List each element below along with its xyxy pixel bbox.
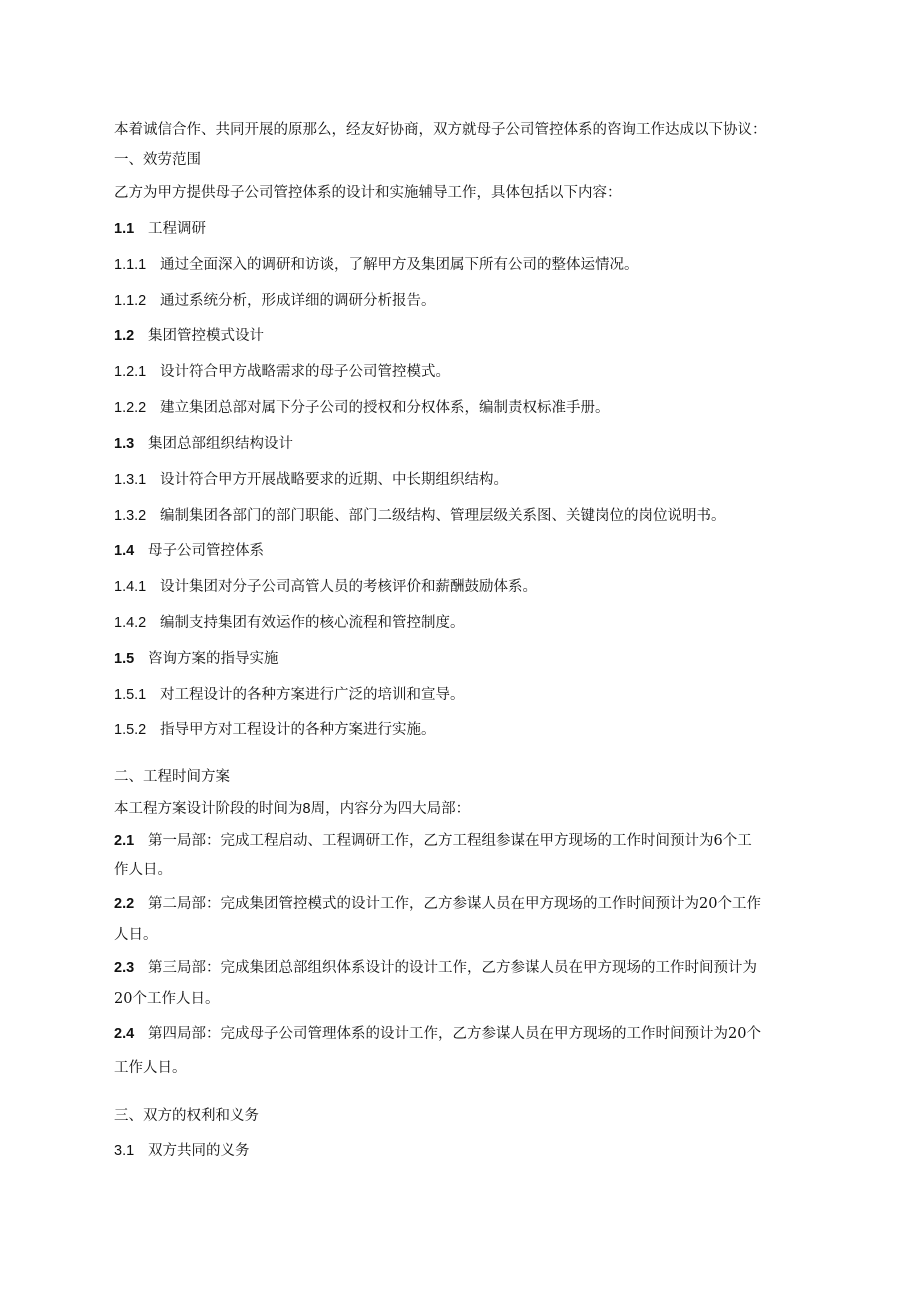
subsection-1-4-2: [114, 613, 465, 633]
subsection-number: 1.1.2: [114, 293, 147, 309]
part-2-3: [114, 958, 757, 978]
subsection-text: 指导甲方对工程设计的各种方案进行实施。: [160, 722, 436, 738]
subsection-text: 通过系统分析，形成详细的调研分析报告。: [160, 293, 436, 309]
part-2-1: [114, 831, 752, 851]
part-2-3-continued: 20个工作人日。: [114, 991, 220, 1007]
section-number: 1.2: [114, 328, 135, 344]
subsection-number: 1.3.2: [114, 508, 147, 524]
subsection-1-2-1: [114, 362, 450, 382]
section-title: 咨询方案的指导实施: [148, 651, 279, 667]
section-2-description: [114, 799, 470, 819]
section-number: 1.1: [114, 221, 135, 237]
subsection-number: 1.5.2: [114, 722, 147, 738]
subsection-number: 1.5.1: [114, 687, 147, 703]
subsection-number: 1.4.2: [114, 615, 147, 631]
section-2-heading: 二、工程时间方案: [114, 769, 230, 785]
subsection-1-4-1: [114, 577, 537, 597]
description-text: 周，内容分为四大局部：: [310, 801, 471, 817]
description-text: 本工程方案设计阶段的时间为: [114, 801, 303, 817]
subsection-text: 设计集团对分子公司高管人员的考核评价和薪酬鼓励体系。: [160, 579, 537, 595]
subsection-1-5-1: [114, 685, 465, 705]
subsection-number: 1.1.1: [114, 257, 147, 273]
subsection-number: 1.2.2: [114, 400, 147, 416]
section-number: 1.4: [114, 543, 135, 559]
part-text: 第三局部：完成集团总部组织体系设计的设计工作，乙方参谋人员在甲方现场的工作时间预计为: [148, 960, 757, 976]
part-number: 2.4: [114, 1026, 135, 1042]
intro-paragraph: 本着诚信合作、共同开展的原那么，经友好协商，双方就母子公司管控体系的咨询工作达成以下协议：: [114, 122, 767, 138]
section-3-1: [114, 1141, 250, 1161]
subsection-number: 1.2.1: [114, 364, 147, 380]
subsection-1-3-2: [114, 506, 726, 526]
section-title: 集团总部组织结构设计: [148, 436, 293, 452]
part-2-2-continued: 人日。: [114, 927, 158, 943]
section-title: 工程调研: [148, 221, 206, 237]
part-text: 第一局部：完成工程启动、工程调研工作，乙方工程组参谋在甲方现场的工作时间预计为6个工: [148, 833, 752, 849]
section-1-1: [114, 219, 206, 239]
part-number: 2.2: [114, 896, 135, 912]
section-1-heading: 一、效劳范围: [114, 152, 201, 168]
subsection-text: 对工程设计的各种方案进行广泛的培训和宣导。: [160, 687, 465, 703]
subsection-text: 设计符合甲方开展战略要求的近期、中长期组织结构。: [160, 472, 508, 488]
part-2-2: [114, 894, 761, 914]
section-1-description: 乙方为甲方提供母子公司管控体系的设计和实施辅导工作，具体包括以下内容：: [114, 185, 622, 201]
part-number: 2.3: [114, 960, 135, 976]
section-number: 1.5: [114, 651, 135, 667]
part-text: 第四局部：完成母子公司管理体系的设计工作，乙方参谋人员在甲方现场的工作时间预计为20个: [148, 1026, 761, 1042]
subsection-text: 建立集团总部对属下分子公司的授权和分权体系，编制责权标准手册。: [160, 400, 610, 416]
section-3-heading: 三、双方的权利和义务: [114, 1108, 259, 1124]
section-title: 双方共同的义务: [148, 1143, 250, 1159]
section-1-4: [114, 541, 264, 561]
section-number: 1.3: [114, 436, 135, 452]
part-2-1-continued: 作人日。: [114, 862, 172, 878]
subsection-number: 1.4.1: [114, 579, 147, 595]
subsection-text: 设计符合甲方战略需求的母子公司管控模式。: [160, 364, 450, 380]
subsection-number: 1.3.1: [114, 472, 147, 488]
section-1-5: [114, 649, 279, 669]
weeks-value: 8: [302, 801, 311, 817]
part-2-4: [114, 1024, 761, 1044]
subsection-1-2-2: [114, 398, 610, 418]
part-number: 2.1: [114, 833, 135, 849]
subsection-1-5-2: [114, 720, 436, 740]
subsection-text: 编制支持集团有效运作的核心流程和管控制度。: [160, 615, 465, 631]
subsection-text: 编制集团各部门的部门职能、部门二级结构、管理层级关系图、关键岗位的岗位说明书。: [160, 508, 726, 524]
section-number: 3.1: [114, 1143, 135, 1159]
subsection-text: 通过全面深入的调研和访谈，了解甲方及集团属下所有公司的整体运情况。: [160, 257, 639, 273]
subsection-1-1-1: [114, 255, 639, 275]
part-2-4-continued: 工作人日。: [114, 1060, 187, 1076]
section-title: 母子公司管控体系: [148, 543, 264, 559]
subsection-1-1-2: [114, 291, 436, 311]
section-1-2: [114, 326, 264, 346]
part-text: 第二局部：完成集团管控模式的设计工作，乙方参谋人员在甲方现场的工作时间预计为20个工作: [148, 896, 761, 912]
section-title: 集团管控模式设计: [148, 328, 264, 344]
section-1-3: [114, 434, 293, 454]
subsection-1-3-1: [114, 470, 508, 490]
